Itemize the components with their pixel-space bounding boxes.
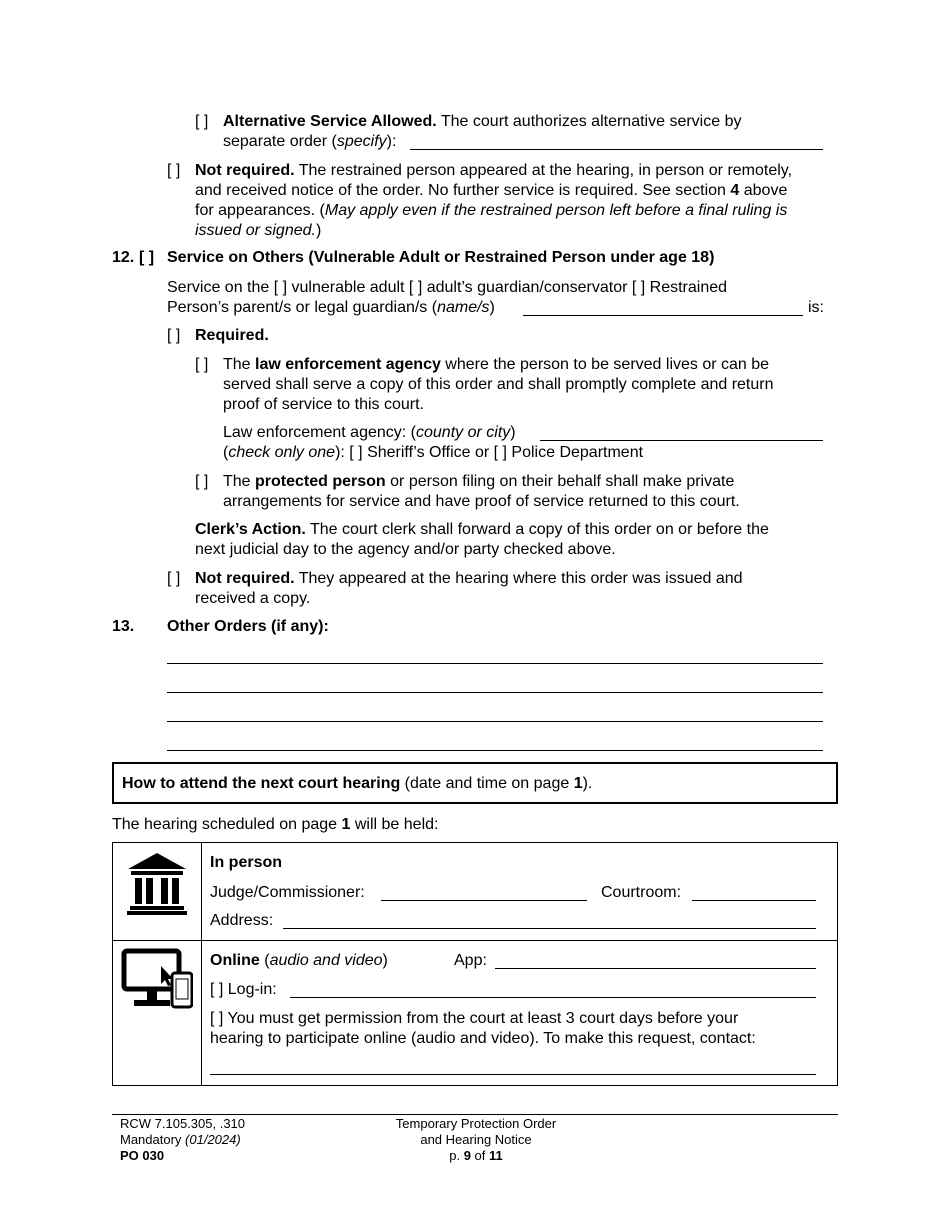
required-title: Required.	[195, 327, 269, 344]
hearing-scheduled-text: The hearing scheduled on page 1 will be held:	[112, 816, 439, 833]
law-enforcement-text: The law enforcement agency where the person to be served lives or can be served shall serve a copy of this order and shall promptly complete and return proof of service to this court.	[223, 356, 774, 413]
section-12-bracket[interactable]: [ ]	[139, 249, 155, 266]
app-field[interactable]	[495, 968, 816, 969]
alt-service-specify-field[interactable]	[410, 149, 823, 150]
address-label: Address:	[210, 912, 274, 929]
guardian-names-field[interactable]	[523, 315, 803, 316]
section-13-title: Other Orders (if any):	[167, 618, 329, 635]
section-12-title: Service on Others (Vulnerable Adult or Restrained Person under age 18)	[167, 249, 715, 266]
courtroom-field[interactable]	[692, 900, 816, 901]
other-orders-line-1[interactable]	[167, 663, 823, 664]
judge-label: Judge/Commissioner:	[210, 884, 365, 901]
in-person-title: In person	[210, 854, 283, 871]
computer-phone-icon	[121, 948, 193, 1010]
law-enforcement-bracket[interactable]: [ ]	[195, 356, 209, 373]
protected-person-text: The protected person or person filing on their behalf shall make private arrangements for service and have proof of service returned to this court.	[223, 473, 740, 510]
clerks-action-text: Clerk’s Action. The court clerk shall forward a copy of this order on or before the next judicial day to the agency and/or party checked above.	[195, 521, 769, 558]
courtroom-label: Courtroom:	[601, 884, 682, 901]
section-12-number: 12.	[112, 249, 135, 266]
section-12-not-required-bracket[interactable]: [ ]	[167, 570, 181, 587]
table-column-divider	[201, 842, 202, 1086]
section-13-number: 13.	[112, 618, 135, 635]
required-bracket[interactable]: [ ]	[167, 327, 181, 344]
online-title: Online (audio and video)	[210, 952, 388, 969]
other-orders-line-3[interactable]	[167, 721, 823, 722]
table-row-divider	[112, 940, 838, 941]
courthouse-icon	[126, 852, 188, 916]
is-label: is:	[808, 299, 824, 316]
footer-center: Temporary Protection Order and Hearing Notice p. 9 of 11	[395, 1116, 557, 1163]
address-field[interactable]	[283, 928, 816, 929]
contact-field[interactable]	[210, 1074, 816, 1075]
attend-hearing-heading: How to attend the next court hearing (date and time on page 1).	[122, 775, 593, 792]
law-enforcement-agency-label: Law enforcement agency: (county or city)	[223, 424, 516, 441]
other-orders-line-4[interactable]	[167, 750, 823, 751]
protected-person-bracket[interactable]: [ ]	[195, 473, 209, 490]
app-label: App:	[454, 952, 487, 969]
not-required-bracket[interactable]: [ ]	[167, 162, 181, 179]
law-enforcement-agency-field[interactable]	[540, 440, 823, 441]
judge-field[interactable]	[381, 900, 587, 901]
check-only-one-line[interactable]: (check only one): [ ] Sheriff’s Office or [ ] Police Department	[223, 444, 644, 461]
footer-rule	[112, 1114, 838, 1115]
login-checkbox-label[interactable]: [ ] Log-in:	[210, 981, 277, 998]
page-number: p. 9 of 11	[449, 1148, 503, 1163]
section-12-not-required-text: Not required. They appeared at the hearing where this order was issued and received a copy.	[195, 570, 743, 607]
login-field[interactable]	[290, 997, 816, 998]
alt-service-text: Alternative Service Allowed. The court authorizes alternative service by separate order (specify):	[223, 113, 742, 150]
service-on-intro: Service on the [ ] vulnerable adult [ ] adult’s guardian/conservator [ ] Restrained Person’s parent/s or legal guardian/s (name/s)	[167, 279, 728, 316]
online-permission-text[interactable]: [ ] You must get permission from the court at least 3 court days before your hearing to participate online (audio and video). To make this request, contact:	[210, 1010, 756, 1047]
not-required-text: Not required. The restrained person appeared at the hearing, in person or remotely, and received notice of the order. No further service is required. See section 4 above for appearances. (May apply even if the restrained person left before a final ruling is issued or signed.)	[195, 162, 793, 239]
footer-left: RCW 7.105.305, .310 Mandatory (01/2024) PO 030	[120, 1116, 246, 1163]
alt-service-bracket[interactable]: [ ]	[195, 113, 209, 130]
other-orders-line-2[interactable]	[167, 692, 823, 693]
